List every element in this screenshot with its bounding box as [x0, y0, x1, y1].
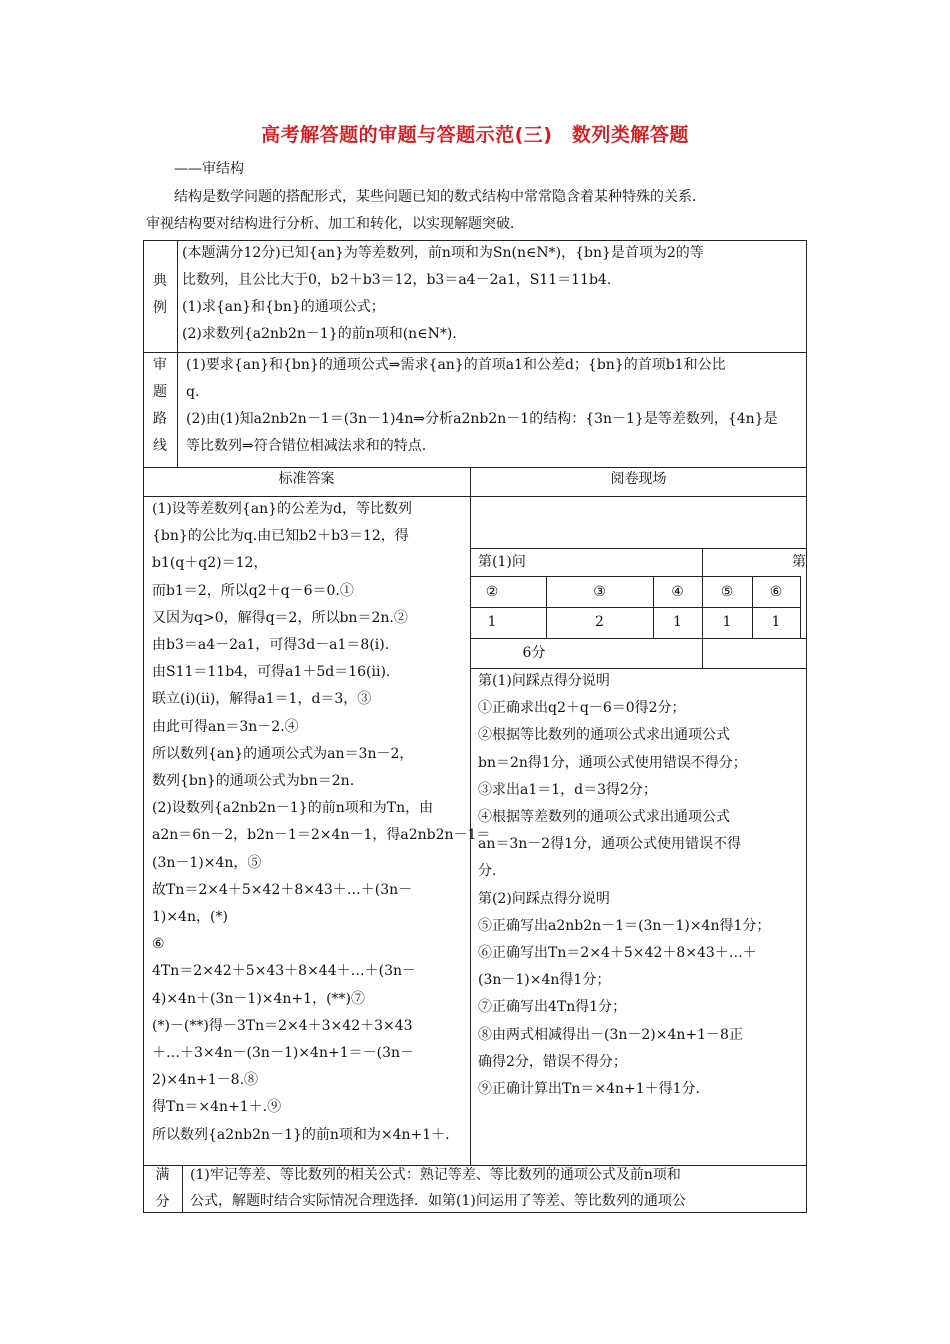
- summary-line: (1)牢记等差、等比数列的相关公式：熟记等差、等比数列的通项公式及前n项和: [190, 1167, 681, 1183]
- grading-line: 第(2)问踩点得分说明: [478, 890, 610, 907]
- answer-line: 2)×4n+1－8.⑧: [152, 1072, 259, 1089]
- route-text: [186, 352, 804, 460]
- score-table-line: [470, 607, 800, 608]
- standard-answer-text: [152, 496, 491, 1149]
- answer-line: (3n－1)×4n，⑤: [152, 854, 262, 871]
- score-table-line: [470, 548, 807, 549]
- answer-line: 数列{bn}的通项公式为bn＝2n.: [152, 773, 355, 790]
- answer-line: (2)设数列{a2nb2n－1}的前n项和为Tn，由: [152, 800, 434, 817]
- grading-line: 第(1)问踩点得分说明: [478, 673, 610, 689]
- answer-line: ⑥: [152, 936, 165, 953]
- answer-line: 所以数列{a2nb2n－1}的前n项和为×4n+1＋.: [152, 1126, 450, 1143]
- summary-line: 公式，解题时结合实际情况合理选择．如第(1)问运用了等差、等比数列的通项公: [190, 1193, 686, 1209]
- score-total: 6分: [522, 645, 546, 661]
- answer-line: (*)－(**)得－3Tn＝2×4＋3×42＋3×43: [152, 1017, 413, 1034]
- route-line: 等比数列⇒符合错位相减法求和的特点.: [186, 438, 427, 454]
- grading-line: 分.: [478, 863, 497, 880]
- answer-line: 4Tn＝2×42＋5×43＋8×44＋…＋(3n－: [152, 963, 417, 980]
- answer-line: {bn}的公比为q.由已知b2＋b3＝12，得: [152, 528, 409, 545]
- answer-line: 所以数列{an}的通项公式为an＝3n－2，: [152, 745, 414, 762]
- score-mark: ③: [593, 584, 606, 600]
- score-mark: ④: [671, 584, 684, 600]
- route-label: 审 题 路 线: [153, 357, 167, 454]
- grading-line: bn＝2n得1分，通项公式使用错误不得分；: [478, 754, 747, 771]
- answer-line: 1)×4n，(*): [152, 909, 228, 926]
- grading-line: ⑥正确写出Tn＝2×4＋5×42＋8×43＋…＋: [478, 945, 757, 962]
- grading-line: (3n－1)×4n得1分；: [478, 972, 611, 989]
- score-point: 1: [673, 614, 682, 630]
- grading-line: ⑦正确写出4Tn得1分；: [478, 999, 627, 1016]
- grading-line: ⑧由两式相减得出－(3n－2)×4n+1－8正: [478, 1026, 743, 1043]
- score-part1-label: 第(1)问: [478, 554, 526, 570]
- summary-label: 满 分: [155, 1167, 170, 1210]
- example-line: (2)求数列{a2nb2n－1}的前n项和(n∈N*).: [182, 326, 457, 342]
- score-part2-label: 第: [792, 554, 806, 570]
- score-point: 1: [722, 614, 732, 630]
- answer-line: b1(q＋q2)＝12，: [152, 555, 268, 572]
- grading-line: ③求出a1＝1，d＝3得2分；: [478, 781, 657, 798]
- grading-line: ①正确求出q2＋q－6＝0得2分；: [478, 700, 686, 717]
- intro-paragraph: [146, 184, 806, 238]
- answer-line: 由此可得an＝3n－2.④: [152, 718, 299, 735]
- grading-header: 阅卷现场: [610, 471, 667, 487]
- answer-line: a2n＝6n－2，b2n－1＝2×4n－1，得a2nb2n－1＝: [152, 827, 491, 844]
- answer-line: 又因为q>0，解得q＝2，所以bn＝2n.②: [152, 609, 408, 626]
- score-table-line: [702, 548, 703, 576]
- intro-line: 审视结构要对结构进行分析、加工和转化，以实现解题突破．: [146, 216, 524, 232]
- score-point: 2: [595, 614, 604, 630]
- grading-line: ④根据等差数列的通项公式求出通项公式: [478, 809, 730, 826]
- answer-line: 而b1＝2，所以q2＋q－6＝0.①: [152, 582, 354, 599]
- example-text: [182, 240, 804, 348]
- route-line: (1)要求{an}和{bn}的通项公式⇒需求{an}的首项a1和公差d；{bn}的首项b1和公比: [186, 357, 726, 373]
- answer-line: 由b3＝a4－2a1，可得3d－a1＝8(ⅰ).: [152, 637, 390, 654]
- score-point: 1: [771, 614, 781, 630]
- answer-line: 由S11＝11b4，可得a1＋5d＝16(ⅱ).: [152, 664, 391, 681]
- example-line: (本题满分12分)已知{an}为等差数列，前n项和为Sn(n∈N*)，{bn}是首项为2的等: [182, 245, 704, 261]
- score-table-line: [470, 638, 807, 639]
- route-line: q.: [186, 384, 200, 400]
- page-title: 高考解答题的审题与答题示范(三) 数列类解答题: [261, 124, 689, 146]
- score-mark: ②: [485, 584, 499, 600]
- route-line: (2)由(1)知a2nb2n－1＝(3n－1)4n⇒分析a2nb2n－1的结构：{3n－1}是等差数列，{4n}是: [186, 411, 778, 427]
- example-line: 比数列，且公比大于0，b2＋b3＝12，b3＝a4－2a1，S11＝11b4.: [182, 272, 612, 288]
- column-divider: [470, 467, 471, 1166]
- grading-line: an＝3n－2得1分，通项公式使用错误不得: [478, 836, 742, 853]
- score-table-line: [702, 638, 703, 668]
- answer-line: ＋…＋3×4n－(3n－1)×4n+1＝－(3n－: [152, 1045, 414, 1062]
- page-subtitle: ——审结构: [174, 161, 244, 177]
- score-point: 1: [487, 614, 497, 630]
- grading-line: 确得2分，错误不得分；: [478, 1053, 627, 1070]
- answer-line: 故Tn＝2×4＋5×42＋8×43＋…＋(3n－: [152, 881, 413, 898]
- answer-line: 得Tn＝×4n+1＋.⑨: [152, 1099, 282, 1116]
- score-mark: ⑤: [720, 584, 734, 600]
- answer-line: 联立(ⅰ)(ⅱ)，解得a1＝1，d＝3，③: [152, 691, 372, 708]
- grading-line: ⑤正确写出a2nb2n－1＝(3n－1)×4n得1分；: [478, 917, 771, 934]
- score-table-line: [800, 576, 801, 638]
- label-divider: [177, 240, 178, 468]
- label-divider: [182, 1165, 183, 1213]
- grading-line: ⑨正确计算出Tn＝×4n+1＋得1分.: [478, 1081, 701, 1098]
- grading-notes-text: [478, 668, 800, 1103]
- standard-answer-header: 标准答案: [278, 471, 335, 487]
- summary-text: [190, 1162, 804, 1214]
- grading-line: ②根据等比数列的通项公式求出通项公式: [478, 727, 730, 744]
- example-line: (1)求{an}和{bn}的通项公式；: [182, 299, 385, 315]
- example-label: 典 例: [153, 273, 167, 316]
- score-table-line: [470, 576, 800, 577]
- answer-line: (1)设等差数列{an}的公差为d，等比数列: [152, 501, 412, 517]
- intro-line: 结构是数学问题的搭配形式，某些问题已知的数式结构中常常隐含着某种特殊的关系．: [174, 189, 706, 205]
- answer-line: 4)×4n＋(3n－1)×4n+1，(**)⑦: [152, 990, 365, 1007]
- score-mark: ⑥: [769, 584, 783, 600]
